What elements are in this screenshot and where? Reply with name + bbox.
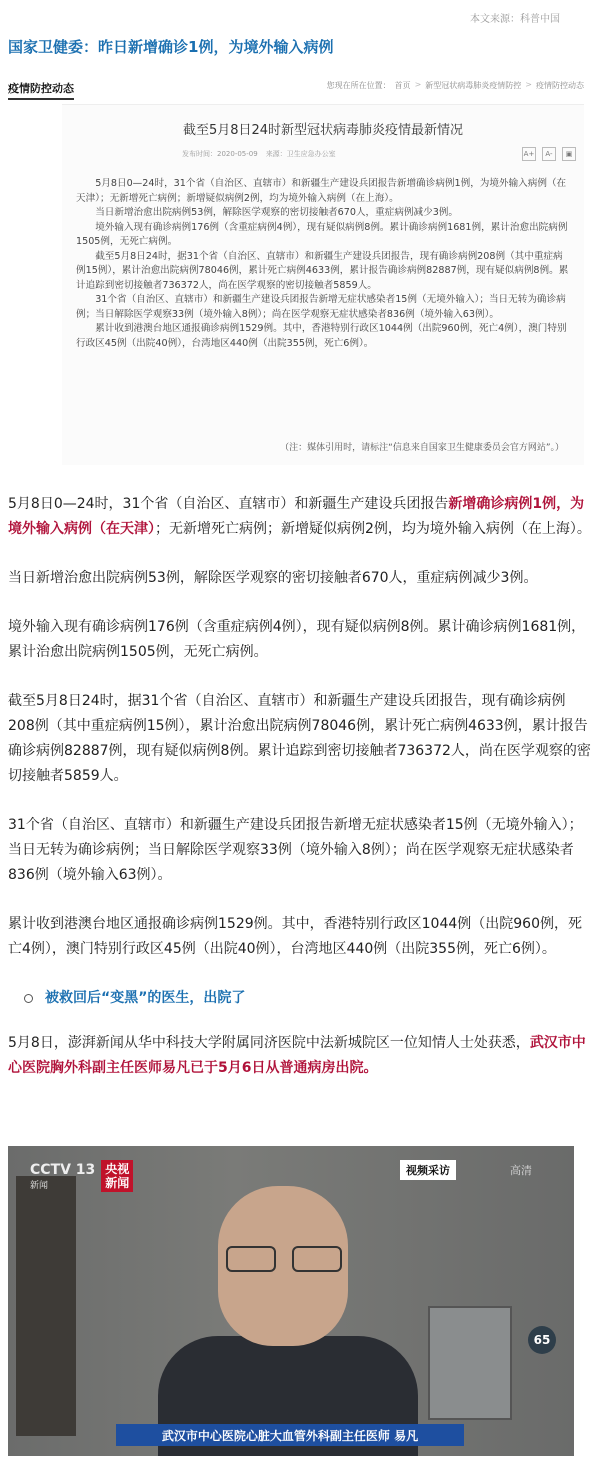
article-paragraph: 累计收到港澳台地区通报确诊病例1529例。其中，香港特别行政区1044例（出院960例，死亡4例），澳门特别行政区45例（出院40例），台湾地区440例（出院355例，死亡6例）。 [8, 916, 582, 957]
separator: > [525, 80, 532, 89]
bullet-circle-icon [24, 994, 33, 1003]
article-body [8, 492, 592, 1105]
breadcrumb-item: 您现在所在位置： [326, 81, 391, 90]
source-label: 本文来源：科普中国 [470, 14, 560, 25]
headline: 国家卫健委：昨日新增确诊1例，为境外输入病例 [8, 38, 334, 56]
brand-line: 新闻 [105, 1176, 130, 1190]
article-paragraph [8, 492, 592, 542]
glasses [226, 1246, 346, 1270]
notice-card [62, 104, 584, 465]
hd-tag: 高清 [510, 1164, 532, 1177]
card-body [76, 177, 570, 351]
text: ；无新增死亡病例；新增疑似病例2例，均为境外输入病例（在上海）。 [155, 521, 591, 537]
article-paragraph [8, 1031, 592, 1081]
font-larger-icon[interactable]: A+ [522, 147, 536, 161]
article-paragraph: 31个省（自治区、直辖市）和新疆生产建设兵团报告新增无症状感染者15例（无境外输入）；当日无转为确诊病例；当日解除医学观察33例（境外输入8例）；尚在医学观察无症状感染者836例（境外输入63例）。 [8, 817, 583, 883]
breadcrumb [327, 80, 584, 91]
card-title: 截至5月8日24时新型冠状病毒肺炎疫情最新情况 [182, 123, 464, 138]
channel-logo [30, 1160, 133, 1192]
card-tools [522, 147, 576, 161]
card-note: （注：媒体引用时，请标注“信息来自国家卫生健康委员会官方网站”。） [280, 443, 564, 453]
breadcrumb-item[interactable]: 新型冠状病毒肺炎疫情防控 [425, 81, 522, 90]
publish-date: 发布时间：2020-05-09 [182, 150, 258, 158]
publisher: 来源：卫生应急办公室 [265, 150, 336, 158]
separator: > [414, 80, 422, 89]
channel-sub: 新闻 [30, 1180, 49, 1191]
article-paragraph: 境外输入现有确诊病例176例（含重症病例4例），现有疑似病例8例。累计确诊病例1681例，累计治愈出院病例1505例，无死亡病例。 [8, 619, 586, 660]
font-smaller-icon[interactable]: A- [542, 147, 556, 161]
channel-name: CCTV 13 [30, 1161, 96, 1178]
article-paragraph: 当日新增治愈出院病例53例，解除医学观察的密切接触者670人，重症病例减少3例。 [8, 570, 538, 586]
card-paragraph: 5月8日0—24时，31个省（自治区、直辖市）和新疆生产建设兵团报告新增确诊病例1例，为境外输入病例（在天津）；无新增死亡病例；新增疑似病例2例，均为境外输入病例（在上海）。 [76, 178, 567, 204]
video-caption: 武汉市中心医院心脏大血管外科副主任医师 易凡 [116, 1424, 464, 1446]
card-paragraph: 31个省（自治区、直辖市）和新疆生产建设兵团报告新增无症状感染者15例（无境外输入）；当日无转为确诊病例；当日解除医学观察33例（境外输入8例）；尚在医学观察无症状感染者836例（境外输入63例）。 [76, 294, 566, 320]
text: 5月8日0—24时，31个省（自治区、直辖市）和新疆生产建设兵团报告 [8, 496, 449, 512]
video-tag: 视频采访 [400, 1160, 456, 1180]
breadcrumb-item[interactable]: 疫情防控动态 [536, 81, 584, 90]
card-paragraph: 境外输入现有确诊病例176例（含重症病例4例），现有疑似病例8例。累计确诊病例1681例，累计治愈出院病例1505例，无死亡病例。 [76, 221, 568, 247]
section-title: 疫情防控动态 [8, 80, 74, 100]
highlight-text: 武汉市中心医院胸外科副主任医师易凡已于5月6日从普通病房出院。 [8, 1035, 586, 1076]
card-meta [182, 149, 336, 159]
brand-badge [101, 1160, 133, 1192]
bed-number: 65 [528, 1326, 556, 1354]
brand-line: 央视 [105, 1162, 130, 1176]
subheading [8, 986, 592, 1011]
card-paragraph: 当日新增治愈出院病例53例，解除医学观察的密切接触者670人，重症病例减少3例。 [95, 207, 458, 218]
text: 5月8日，澎湃新闻从华中科技大学附属同济医院中法新城院区一位知情人士处获悉， [8, 1035, 530, 1051]
video-still[interactable] [8, 1146, 574, 1456]
subheading-text: 被救回后“变黑”的医生，出院了 [45, 990, 246, 1006]
wall-panel [428, 1306, 512, 1420]
article-paragraph: 截至5月8日24时，据31个省（自治区、直辖市）和新疆生产建设兵团报告，现有确诊病例208例（其中重症病例15例），累计治愈出院病例78046例，累计死亡病例4633例，累计报告确诊病例82887例，现有疑似病例8例。累计追踪到密切接触者736372人，尚在医学观察的密切接触者5859人。 [8, 693, 591, 784]
highlight-text: 新增确诊病例1例，为境外输入病例（在天津） [8, 496, 585, 537]
screenshot-panel [6, 72, 590, 470]
card-paragraph: 累计收到港澳台地区通报确诊病例1529例。其中，香港特别行政区1044例（出院960例，死亡4例），澳门特别行政区45例（出院40例），台湾地区440例（出院355例，死亡6例）。 [76, 323, 567, 349]
breadcrumb-item[interactable]: 首页 [394, 81, 411, 90]
door [16, 1176, 76, 1436]
card-paragraph: 截至5月8日24时，据31个省（自治区、直辖市）和新疆生产建设兵团报告，现有确诊病例208例（其中重症病例15例），累计治愈出院病例78046例，累计死亡病例4633例，累计报告确诊病例82887例，现有疑似病例8例。累计追踪到密切接触者736372人，尚在医学观察的密切接触者5859人。 [76, 250, 569, 291]
print-icon[interactable]: ▣ [562, 147, 576, 161]
